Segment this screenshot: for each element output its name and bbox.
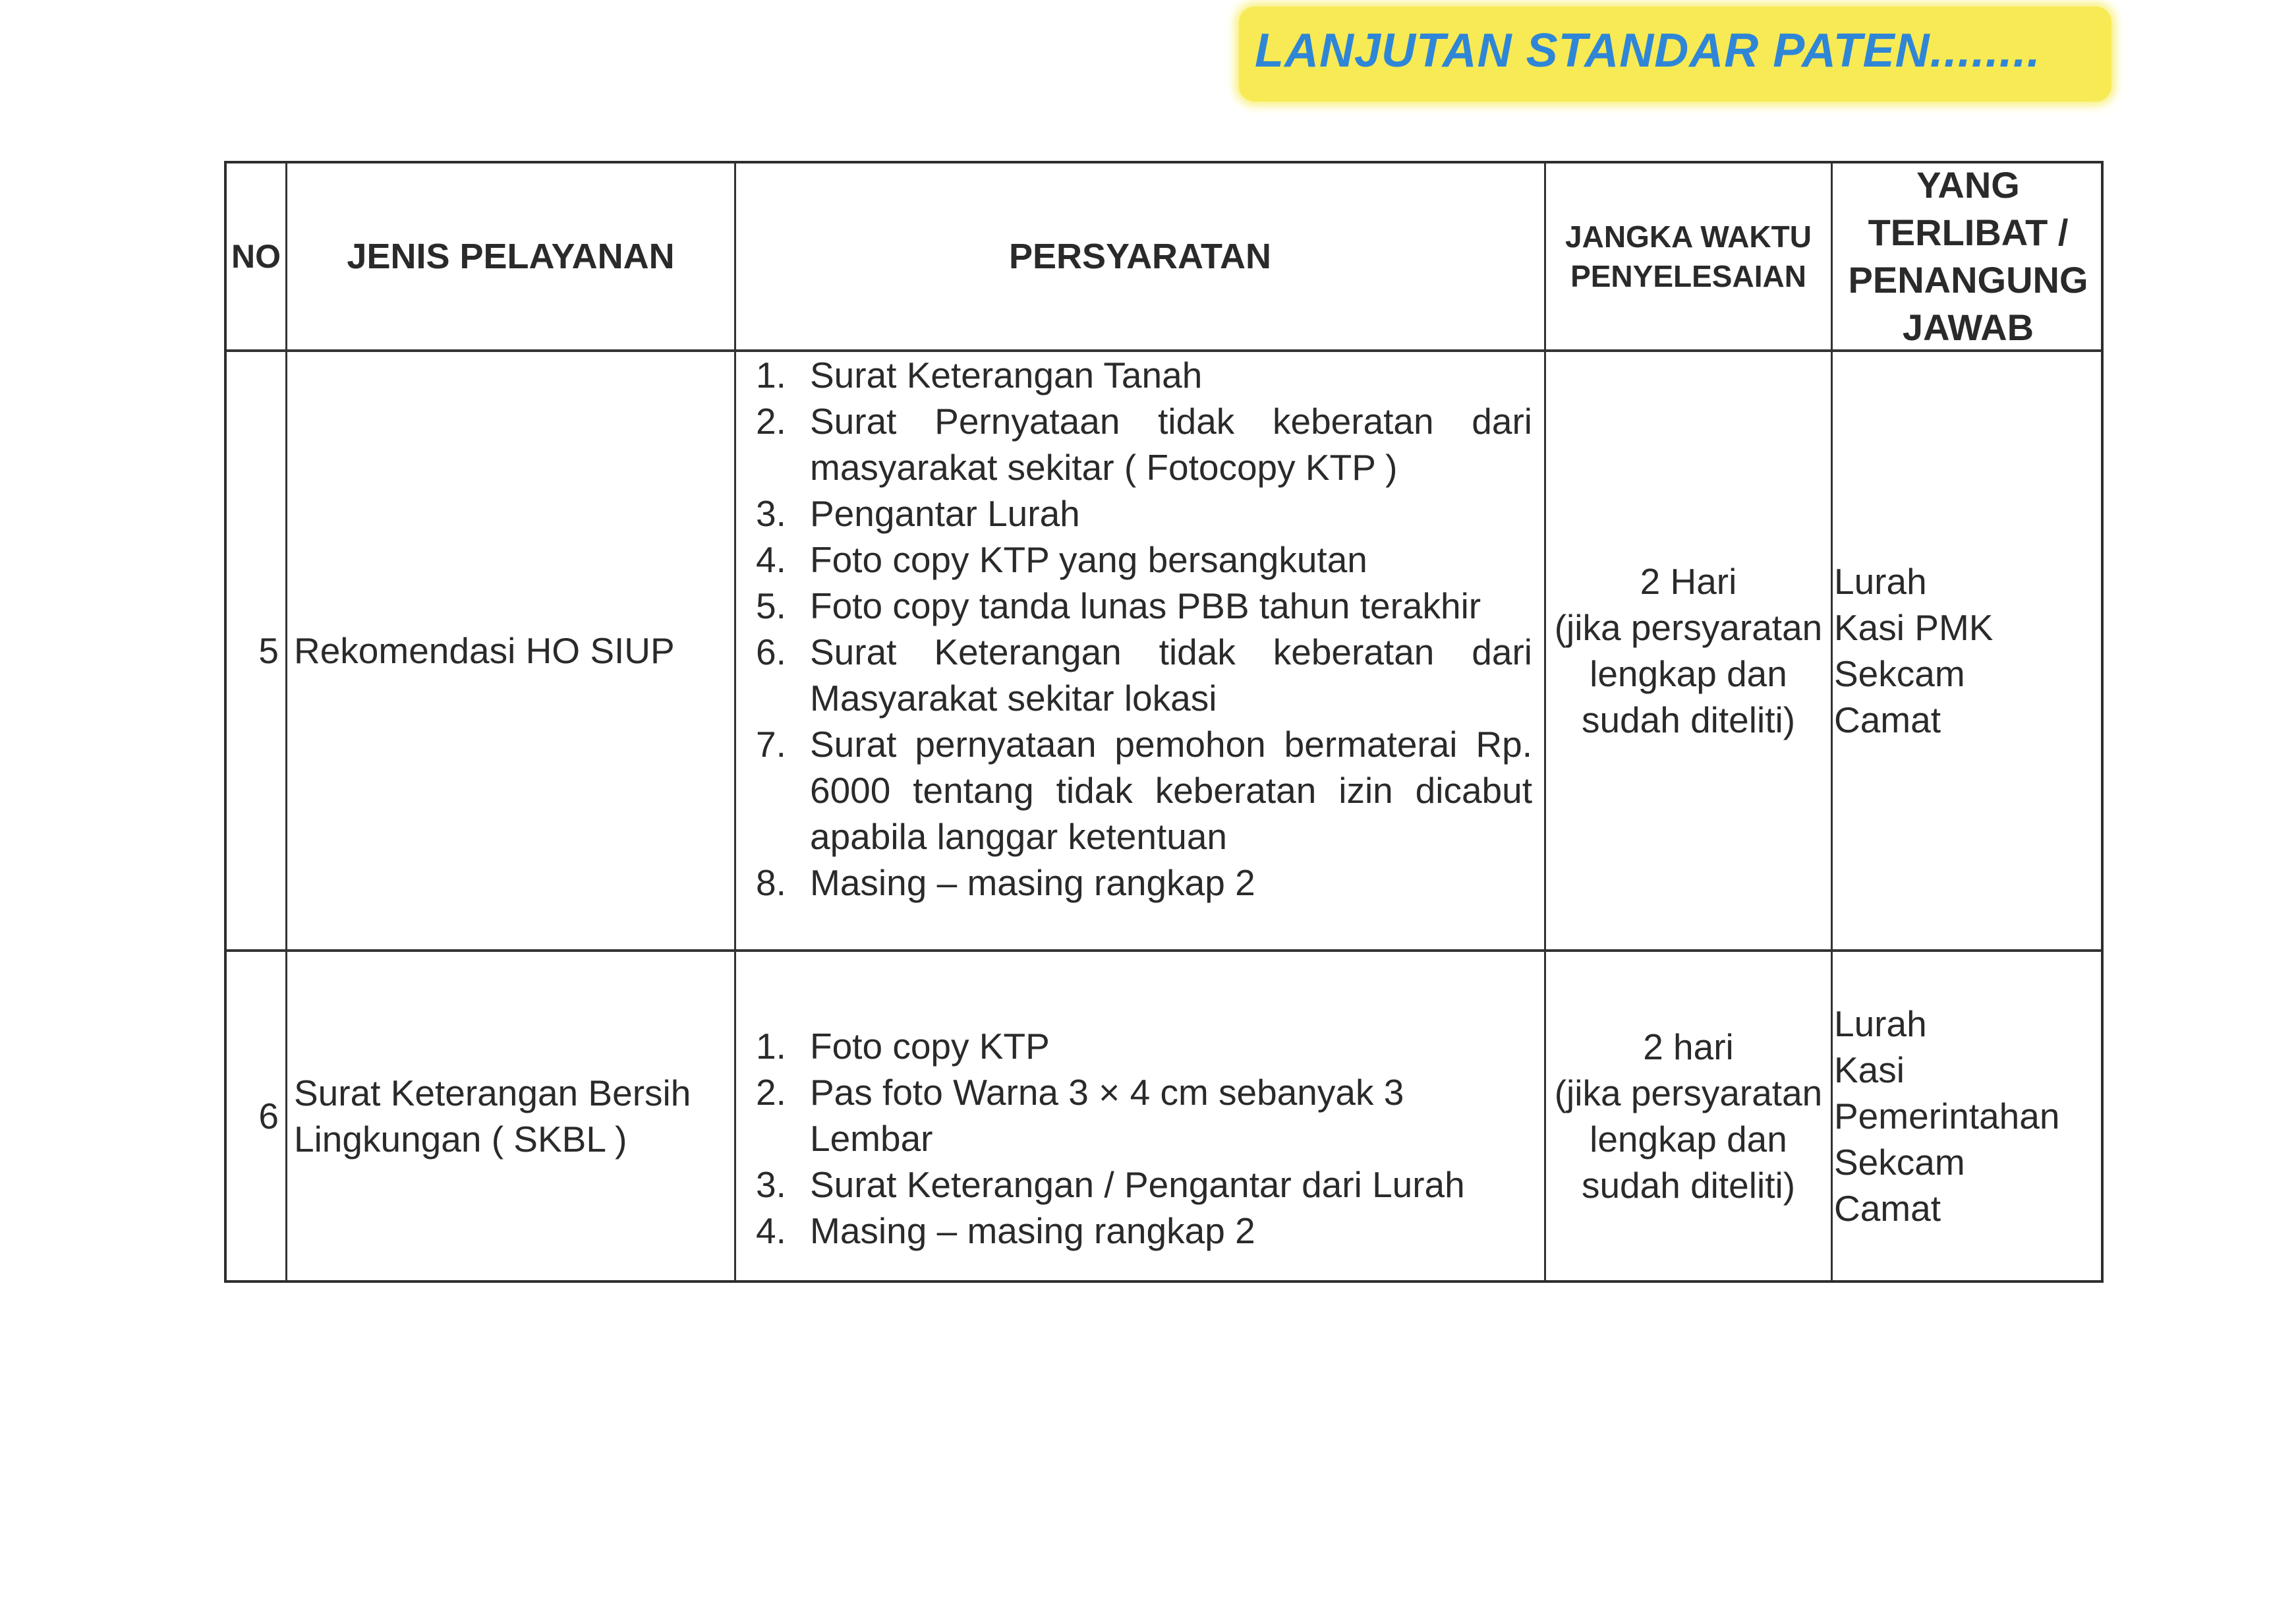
row-5-terlibat: Lurah Kasi PMK Sekcam Camat [1834, 561, 1994, 740]
list-item: 2. Pas foto Warna 3 × 4 cm sebanyak 3 Lembar [756, 1072, 1404, 1159]
list-item: 4. Foto copy KTP yang bersangkutan [756, 539, 1367, 580]
list-item: 3. Pengantar Lurah [756, 493, 1080, 534]
list-item: 3. Surat Keterangan / Pengantar dari Lurah [756, 1164, 1465, 1205]
title-banner [1239, 7, 2111, 102]
header-jangka-waktu: JANGKA WAKTU PENYELESAIAN [1565, 220, 1812, 293]
row-6-jangka-waktu: 2 hari (jika persyaratan lengkap dan sudah diteliti) [1554, 1026, 1823, 1206]
list-item: 7. Surat pernyataan pemohon bermaterai Rp. 6000 tentang tidak keberatan izin dicabut apabila langgar ketentuan [756, 724, 1532, 857]
banner-title: LANJUTAN STANDAR PATEN........ [1255, 24, 2041, 77]
row-6-persyaratan-list [736, 1023, 1532, 1254]
list-item: 5. Foto copy tanda lunas PBB tahun terakhir [756, 585, 1481, 626]
header-persyaratan: PERSYARATAN [1008, 237, 1272, 276]
header-no: NO [231, 238, 281, 275]
row-6-terlibat: Lurah Kasi Pemerintahan Sekcam Camat [1834, 1003, 2060, 1229]
list-item: 2. Surat Pernyataan tidak keberatan dari masyarakat sekitar ( Fotocopy KTP ) [756, 401, 1532, 488]
row-5-jenis: Rekomendasi HO SIUP [294, 630, 675, 671]
row-6-jenis: Surat Keterangan Bersih Lingkungan ( SKBL ) [294, 1073, 691, 1160]
row-5-no: 5 [258, 630, 279, 671]
row-5-persyaratan-list [736, 352, 1532, 906]
header-terlibat: YANG TERLIBAT / PENANGUNG JAWAB [1848, 164, 2088, 348]
row-6-no: 6 [258, 1096, 279, 1136]
list-item: 1. Surat Keterangan Tanah [756, 355, 1203, 396]
row-5-jangka-waktu: 2 Hari (jika persyaratan lengkap dan sudah diteliti) [1554, 561, 1823, 740]
list-item: 8. Masing – masing rangkap 2 [756, 862, 1255, 903]
header-jenis-pelayanan: JENIS PELAYANAN [347, 237, 675, 276]
service-standard-table [224, 161, 2104, 1283]
list-item: 6. Surat Keterangan tidak keberatan dari Masyarakat sekitar lokasi [756, 632, 1532, 719]
list-item: 4. Masing – masing rangkap 2 [756, 1210, 1255, 1251]
list-item: 1. Foto copy KTP [756, 1026, 1050, 1067]
